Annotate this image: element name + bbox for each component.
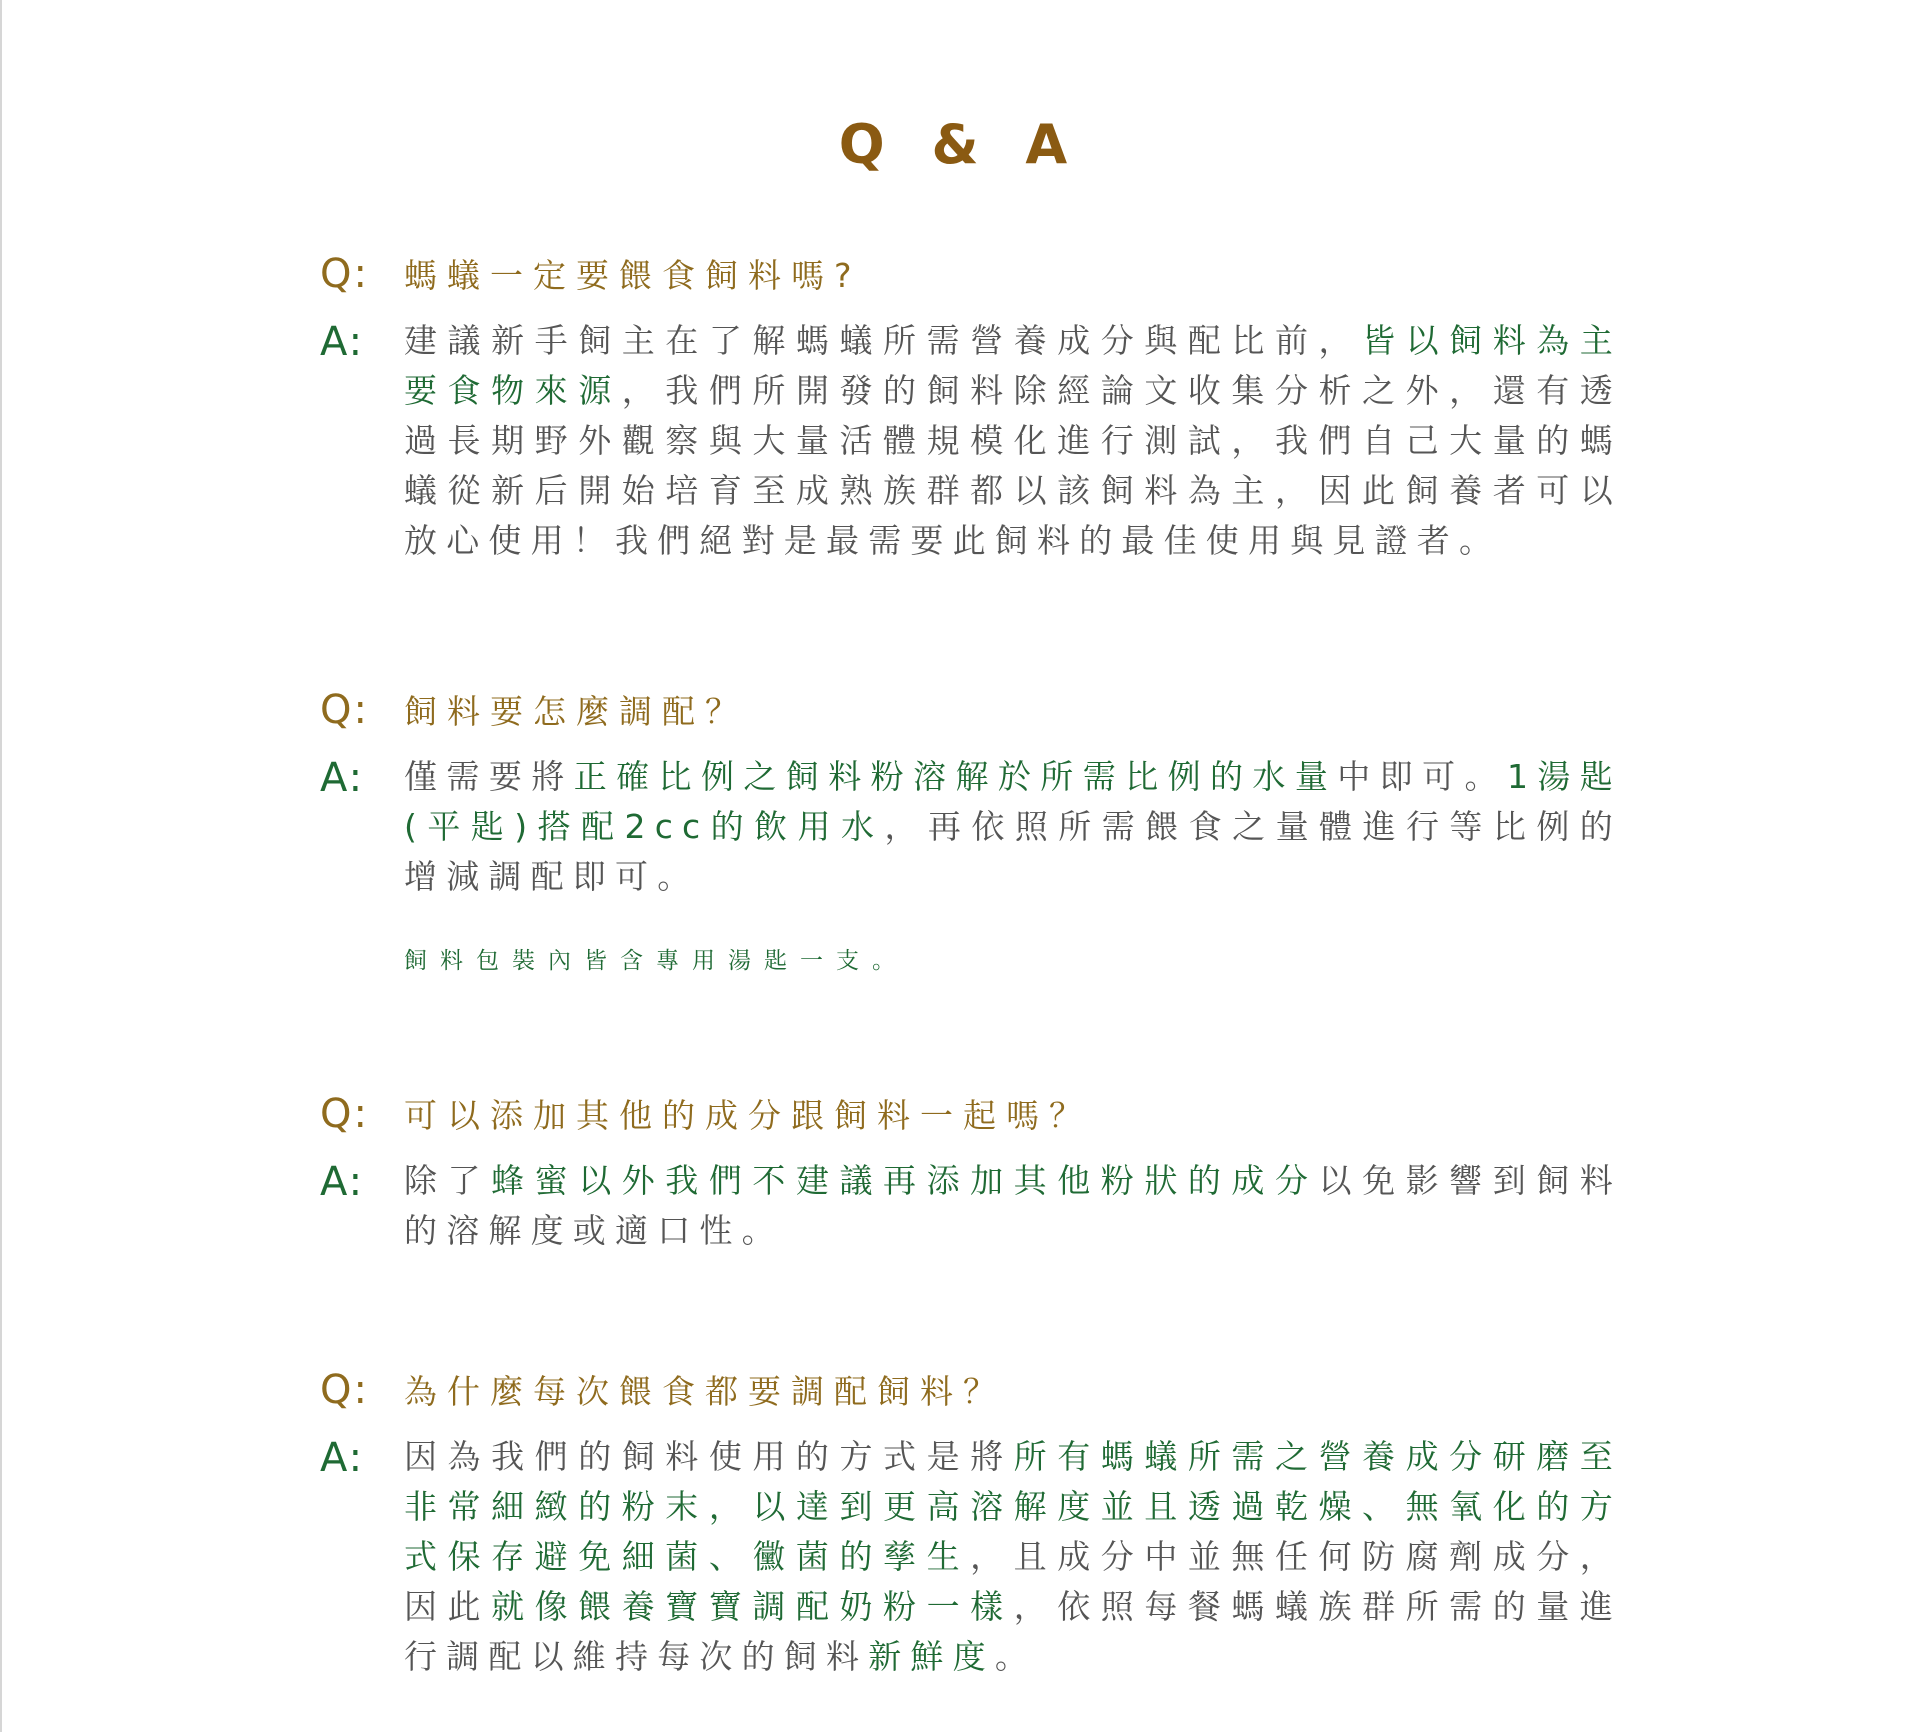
answer-segment: 因為我們的飼料使用的方式是將 [404,1436,1014,1476]
question-text: 螞蟻一定要餵食飼料嗎? [404,256,862,295]
question-row [320,1367,1622,1413]
answer-segment: 中即可。 [1337,756,1507,796]
answer-segment: ，再依照所需餵食之量體進行等比例的增減調配即可。 [404,806,1622,896]
question-row [320,251,1622,297]
question-label: Q: [320,687,369,733]
answer-text [404,316,1622,566]
answer-segment: ，且成分中並無任何防腐劑成分，因此 [404,1536,1622,1626]
answer-highlight: 皆以飼料為主要食物來源 [404,320,1623,410]
answer-segment: 除了 [404,1160,492,1200]
answer-row [320,754,1622,902]
question-text: 為什麼每次餵食都要調配飼料？ [404,1372,1006,1411]
answer-row [320,1434,1623,1682]
answer-highlight: 1湯匙(平匙)搭配2cc的飲用水 [404,756,1622,846]
qa-item [320,687,1622,974]
answer-segment: ，依照每餐螞蟻族群所需的量進行調配以維持每次的飼料 [404,1586,1623,1676]
answer-segment: 。 [994,1636,1038,1676]
answer-segment: ，我們所開發的飼料除經論文收集分析之外，還有透過長期野外觀察與大量活體規模化進行測試，我們自己大量的螞蟻從新后開始培育至成熟族群都以該飼料為主，因此飼養者可以放心使用！我們絕對是最需要此飼料的最佳使用與見證者。 [404,370,1623,560]
answer-text [404,1156,1622,1256]
answer-segment: 僅需要將 [404,756,574,796]
answer-highlight: 就像餵養寶寶調配奶粉一樣 [491,1586,1014,1626]
question-label: Q: [320,1367,369,1413]
page-title: Q & A [838,113,1082,177]
question-label: Q: [320,1091,369,1137]
answer-highlight: 新鮮度 [868,1636,995,1676]
question-text: 可以添加其他的成分跟飼料一起嗎？ [404,1096,1092,1135]
answer-label: A: [320,1158,365,1205]
question-row [320,1091,1622,1137]
qa-item [320,1091,1622,1256]
answer-text [404,752,1622,902]
answer-row [320,1158,1622,1256]
answer-label: A: [320,754,365,801]
answer-text [404,1432,1622,1682]
answer-highlight: 所有螞蟻所需之營養成分研磨至非常細緻的粉末，以達到更高溶解度並且透過乾燥、無氧化的方式保存避免細菌、黴菌的孳生 [404,1436,1622,1576]
question-label: Q: [320,251,369,297]
question-row [320,687,1622,733]
answer-highlight: 蜂蜜以外我們不建議再添加其他粉狀的成分 [491,1160,1319,1200]
qa-item [320,251,1623,566]
answer-segment: 建議新手飼主在了解螞蟻所需營養成分與配比前， [404,320,1363,360]
answer-label: A: [320,318,365,365]
question-text: 飼料要怎麼調配？ [404,692,748,731]
answer-row [320,318,1623,566]
answer-label: A: [320,1434,365,1481]
spoon-note: 飼料包裝內皆含專用湯匙一支。 [404,947,908,974]
qa-item [320,1367,1623,1682]
answer-highlight: 正確比例之飼料粉溶解於所需比例的水量 [573,756,1338,796]
left-border-line [0,0,2,1732]
answer-segment: 以免影響到飼料的溶解度或適口性。 [404,1160,1622,1250]
